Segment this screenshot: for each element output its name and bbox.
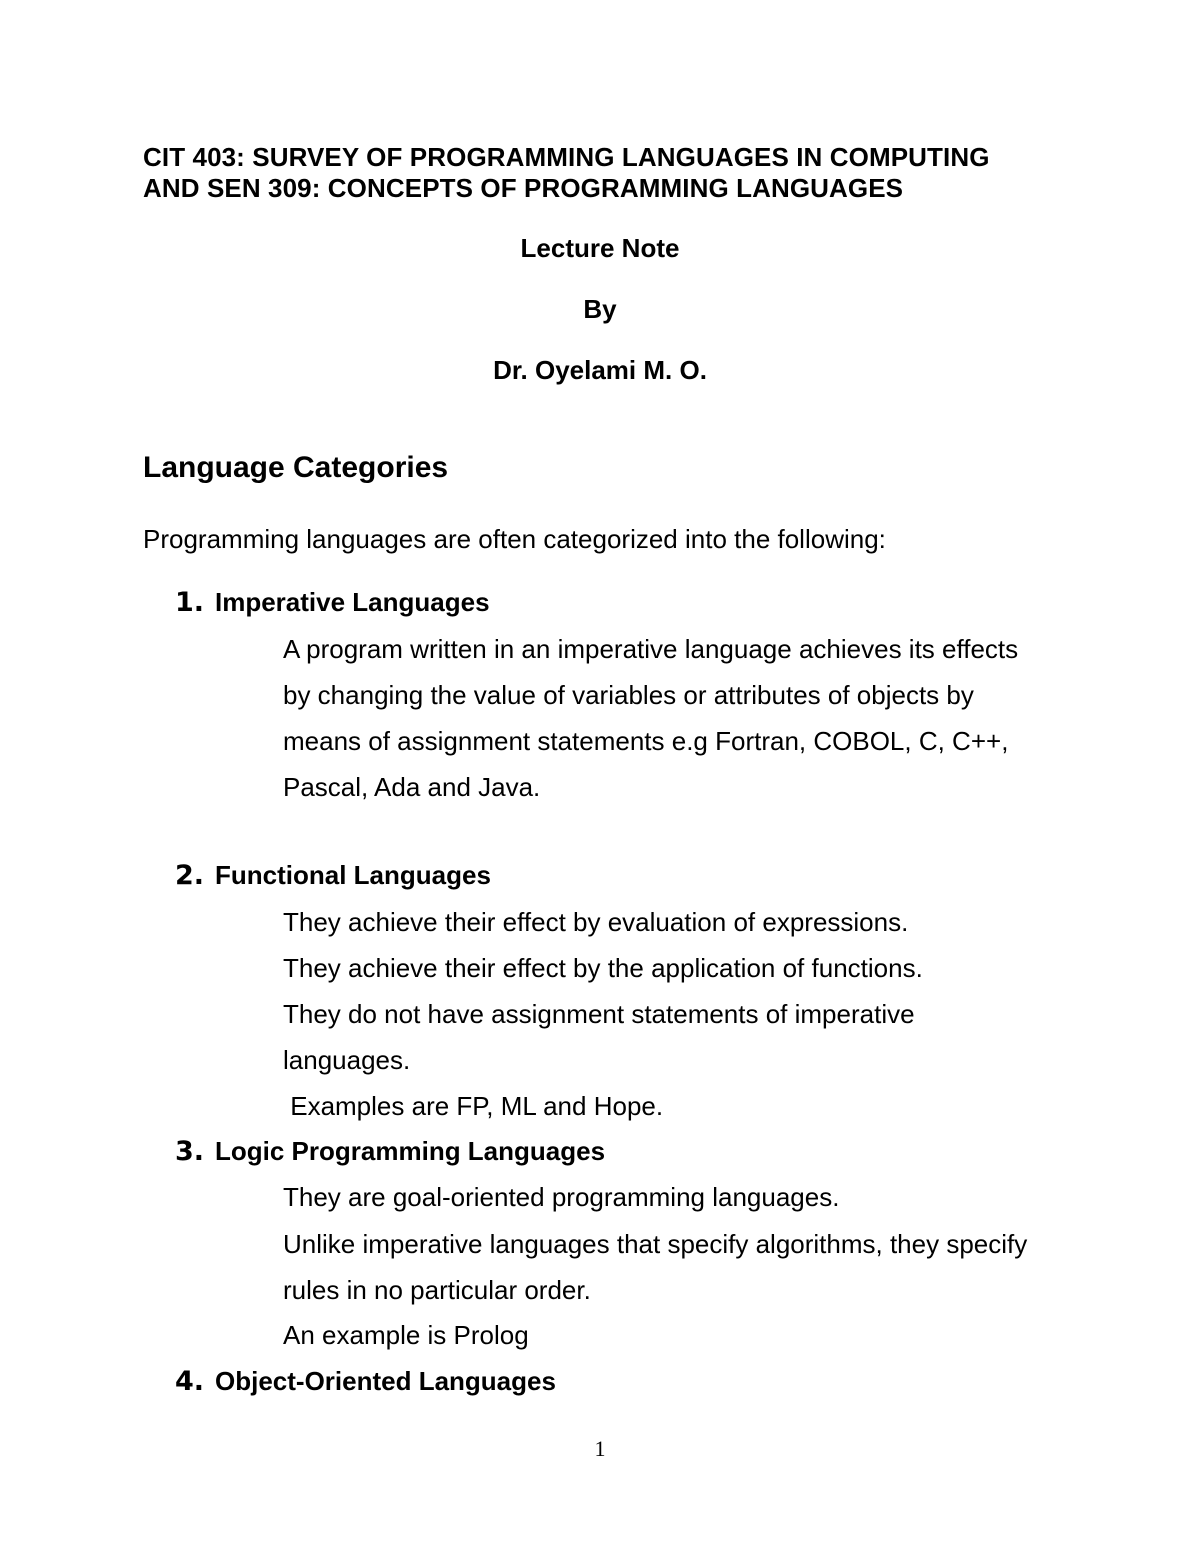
lecture-note-label: Lecture Note — [520, 233, 680, 263]
category-title: Object-Oriented Languages — [215, 1366, 556, 1396]
body-line: rules in no particular order. — [283, 1275, 591, 1305]
category-title: Functional Languages — [215, 860, 491, 890]
category-heading-logic — [175, 1136, 605, 1167]
body-line: Pascal, Ada and Java. — [283, 772, 541, 802]
body-line: They achieve their effect by evaluation of expressions. — [283, 907, 909, 937]
body-line: They achieve their effect by the application of functions. — [283, 953, 923, 983]
section-heading: Language Categories — [143, 451, 449, 484]
category-number: 2. — [175, 860, 205, 891]
course-title-line-1: CIT 403: SURVEY OF PROGRAMMING LANGUAGES IN COMPUTING — [143, 142, 990, 172]
body-line: means of assignment statements e.g Fortran, COBOL, C, C++, — [283, 726, 1009, 756]
category-number: 3. — [175, 1136, 205, 1167]
body-line: Unlike imperative languages that specify algorithms, they specify — [283, 1229, 1028, 1259]
category-number: 1. — [175, 587, 205, 618]
body-line: by changing the value of variables or attributes of objects by — [283, 680, 974, 710]
category-title: Logic Programming Languages — [215, 1136, 606, 1166]
category-heading-functional — [175, 860, 491, 891]
category-heading-imperative — [175, 587, 490, 618]
category-number: 4. — [175, 1366, 205, 1397]
category-heading-object-oriented — [175, 1366, 556, 1397]
body-line: Examples are FP, ML and Hope. — [283, 1091, 664, 1121]
course-title-line-2: AND SEN 309: CONCEPTS OF PROGRAMMING LANGUAGES — [143, 173, 904, 203]
author-name: Dr. Oyelami M. O. — [493, 355, 707, 385]
body-line: A program written in an imperative language achieves its effects — [283, 634, 1019, 664]
body-line: They do not have assignment statements of imperative — [283, 999, 915, 1029]
body-line: An example is Prolog — [283, 1320, 529, 1350]
body-line: They are goal-oriented programming languages. — [283, 1182, 840, 1212]
body-line: languages. — [283, 1045, 411, 1075]
page-number: 1 — [594, 1436, 606, 1461]
intro-text: Programming languages are often categorized into the following: — [143, 524, 886, 554]
by-label: By — [583, 294, 617, 324]
category-title: Imperative Languages — [215, 587, 490, 617]
